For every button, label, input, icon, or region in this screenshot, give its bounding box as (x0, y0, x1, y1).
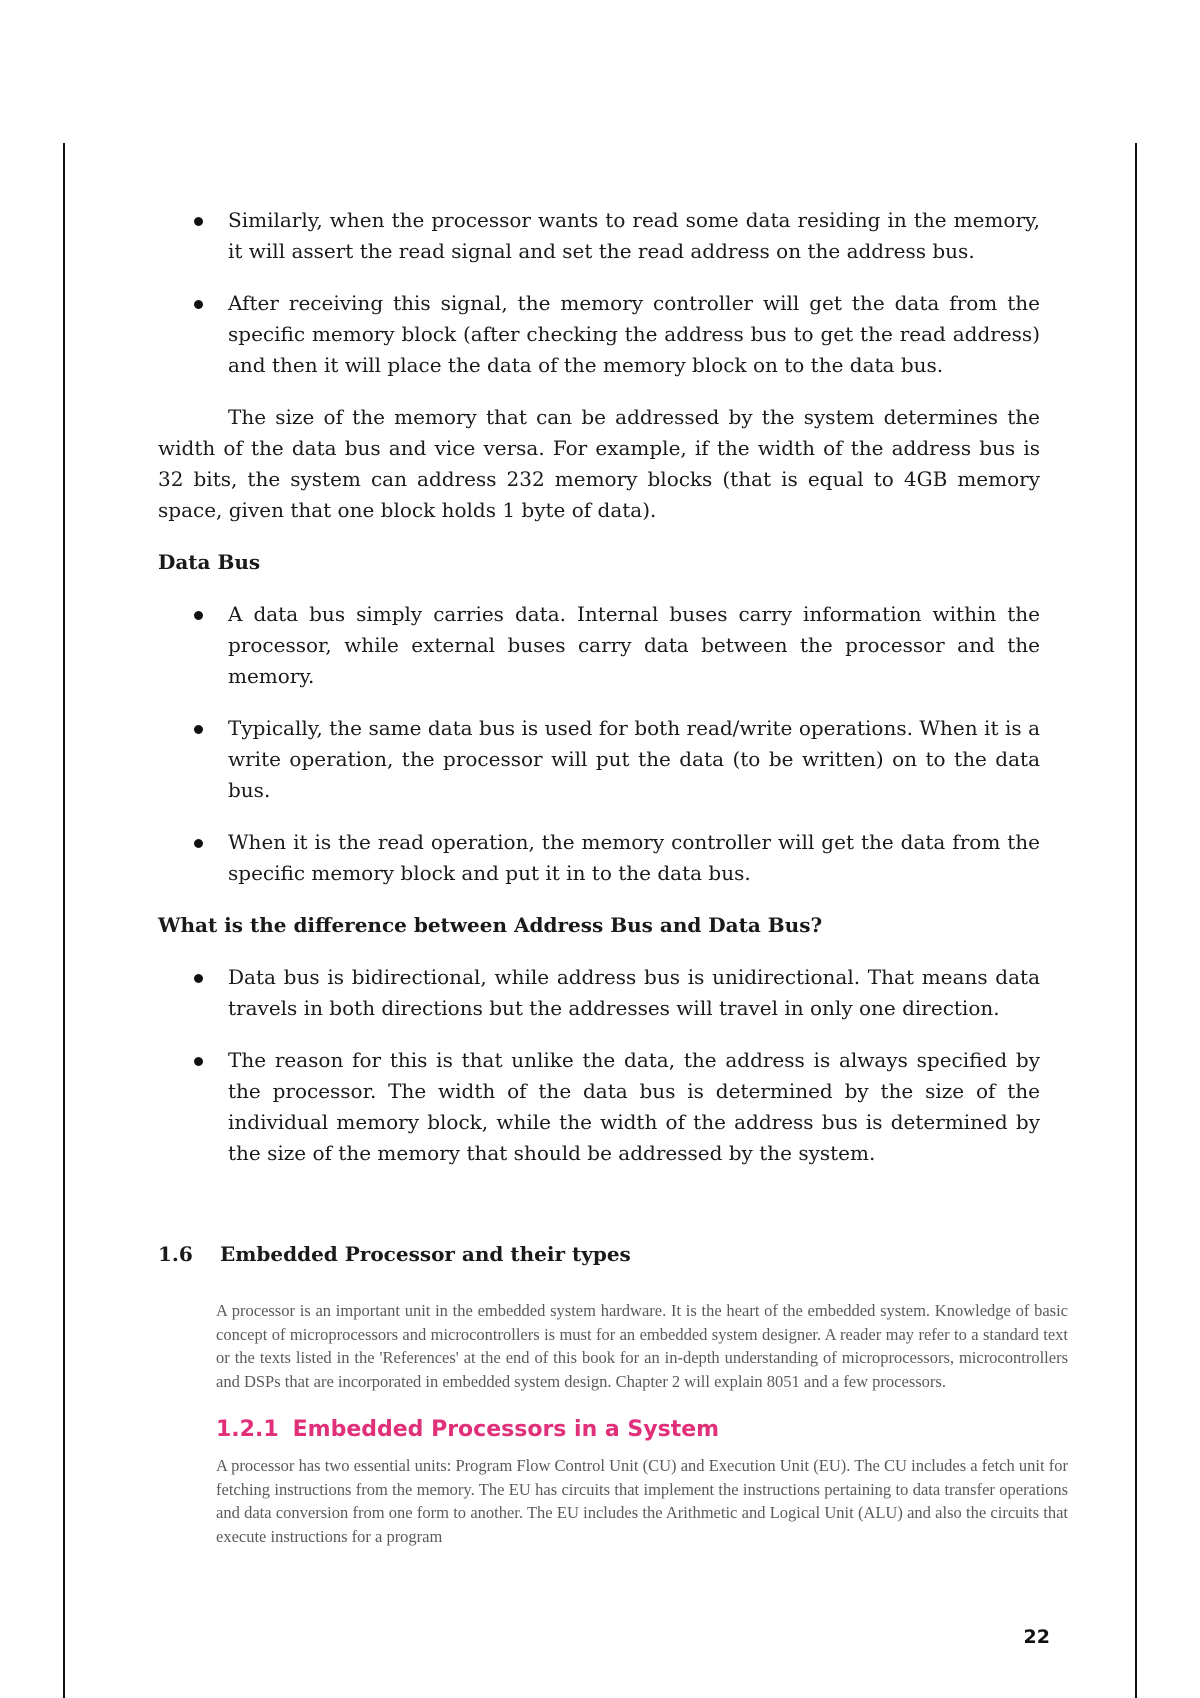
heading-difference: What is the difference between Address Bus and Data Bus? (158, 913, 823, 937)
list-item: Data bus is bidirectional, while address bus is unidirectional. That means data travels in both directions but the addresses will travel in only one direction. (158, 962, 1040, 1024)
right-border-rule (1135, 143, 1137, 1698)
scanned-subheading (216, 1415, 1068, 1445)
list-item: Similarly, when the processor wants to read some data residing in the memory, it will assert the read signal and set the read address on the address bus. (158, 205, 1040, 267)
left-border-rule (63, 143, 65, 1698)
page-number: 22 (1023, 1626, 1050, 1648)
scanned-paragraph-2: A processor has two essential units: Program Flow Control Unit (CU) and Execution Unit (EU). The CU includes a fetch unit for fetching instructions from the memory. The EU has circuits that implement the instructions pertaining to data transfer operations and data conversion from one form to another. The EU includes the Arithmetic and Logical Unit (ALU) and also the circuits that execute instructions for a program (216, 1456, 1068, 1546)
list-item: Typically, the same data bus is used for both read/write operations. When it is a write operation, the processor will put the data (to be written) on to the data bus. (158, 713, 1040, 806)
scanned-paragraph-1: A processor is an important unit in the embedded system hardware. It is the heart of the embedded system. Knowledge of basic concept of microprocessors and microcontrollers is must for an embedded system designer. A reader may refer to a standard text or the texts listed in the 'References' at the end of this book for an in-depth understanding of microprocessors, microcontrollers and DSPs that are incorporated in embedded system design. Chapter 2 will explain 8051 and a few processors. (216, 1301, 1068, 1391)
bullet-icon (194, 217, 203, 226)
bullet-icon (194, 1057, 203, 1066)
bullet-list-data-bus (158, 599, 1040, 889)
scanned-excerpt (216, 1299, 1068, 1548)
bullet-icon (194, 300, 203, 309)
bullet-icon (194, 725, 203, 734)
list-item: When it is the read operation, the memory controller will get the data from the specific memory block and put it in to the data bus. (158, 827, 1040, 889)
scanned-subheading-title: Embedded Processors in a System (292, 1417, 720, 1442)
bullet-icon (194, 974, 203, 983)
scanned-subheading-number: 1.2.1 (216, 1417, 279, 1442)
section-heading (158, 1239, 1040, 1270)
section-number: 1.6 (158, 1242, 193, 1266)
list-item: After receiving this signal, the memory controller will get the data from the specific memory block (after checking the address bus to get the read address) and then it will place the data of the memory block on to the data bus. (158, 288, 1040, 381)
list-item: The reason for this is that unlike the data, the address is always specified by the processor. The width of the data bus is determined by the size of the individual memory block, while the width of the address bus is determined by the size of the memory that should be addressed by the system. (158, 1045, 1040, 1169)
bullet-icon (194, 611, 203, 620)
bullet-icon (194, 839, 203, 848)
bullet-list-read (158, 205, 1040, 381)
heading-data-bus: Data Bus (158, 550, 261, 574)
list-item: A data bus simply carries data. Internal buses carry information within the processor, while external buses carry data between the processor and the memory. (158, 599, 1040, 692)
section-title: Embedded Processor and their types (220, 1242, 631, 1266)
page-content (158, 205, 1068, 1548)
paragraph-memory-size: The size of the memory that can be addressed by the system determines the width of the data bus and vice versa. For example, if the width of the address bus is 32 bits, the system can address 232 memory blocks (that is equal to 4GB memory space, given that one block holds 1 byte of data). (158, 405, 1040, 522)
bullet-list-difference (158, 962, 1040, 1169)
